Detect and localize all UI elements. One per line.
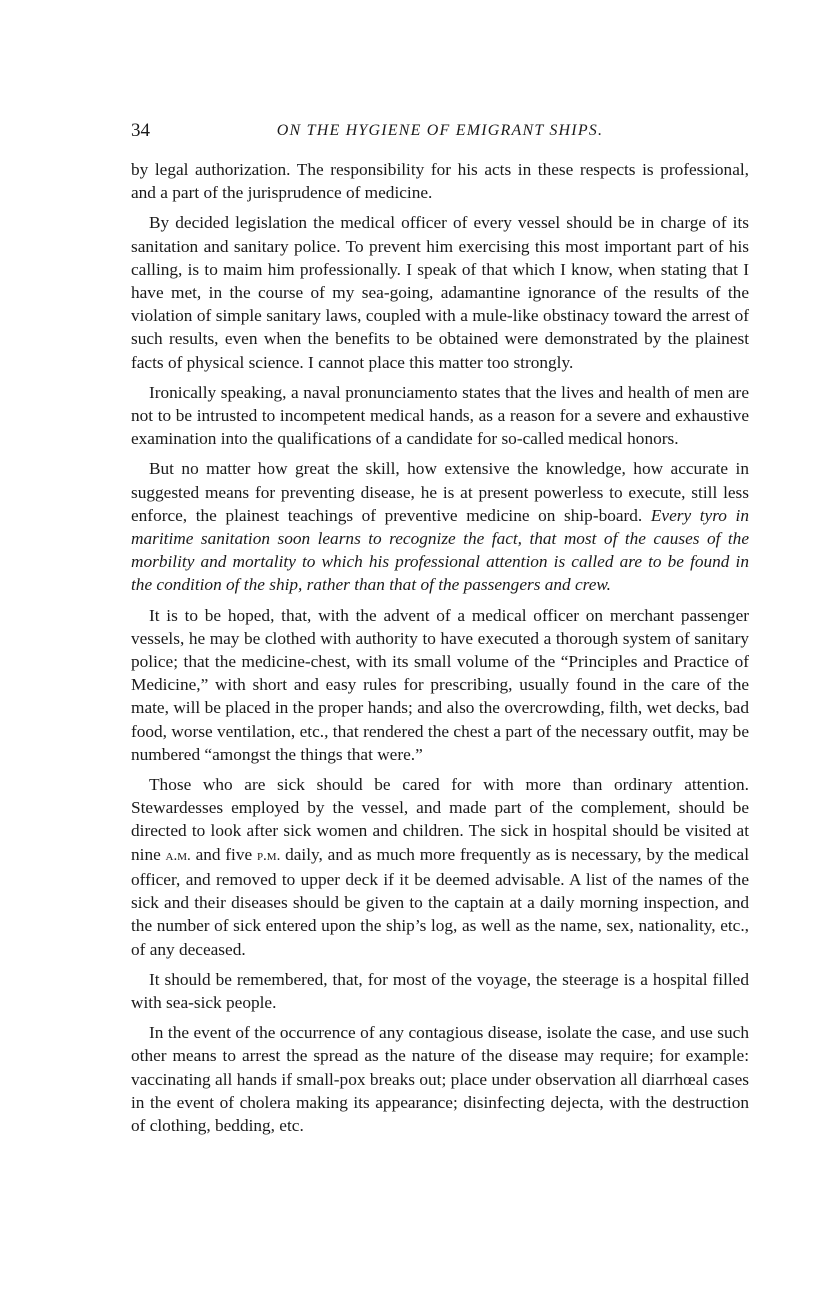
paragraph-6-text-c: daily, and as much more frequently as is necessary, by the medical officer, and removed to upper deck if it be deemed advisable. A list of the names of the sick and their diseases should be given to the captain at a daily morning inspection, and the number of sick entered upon the ship’s log, as well as the name, sex, nationality, etc., of any deceased.: [131, 844, 750, 959]
paragraph-4-plain-text: But no matter how great the skill, how extensive the knowledge, how accurate in suggested means for preventing disease, he is at present powerless to execute, still less enforce, the plainest teachings of preventive medicine on ship-board.: [131, 459, 749, 525]
page-number: 34: [131, 120, 150, 141]
book-page: [131, 120, 749, 1144]
paragraph-5: It is to be hoped, that, with the advent of a medical officer on merchant passenger vessels, he may be clothed with authority to have executed a thorough system of sanitary police; that the medicine-chest, with its small volume of the “Principles and Practice of Medicine,” with short and easy rules for prescribing, usually found in the care of the mate, will be placed in the proper hands; and also the overcrowding, filth, wet decks, bad food, worse ventilation, etc., that rendered the chest a part of the necessary outfit, may be numbered “amongst the things that were.”: [131, 605, 749, 764]
paragraph-4-italic-text: Every tyro in maritime sanitation soon learns to recognize the fact, that most of the causes of the morbility and mortality to which his professional attention is called are to be found in the condition of the ship, rather than that of the passengers and crew.: [131, 505, 749, 595]
paragraph-2: By decided legislation the medical officer of every vessel should be in charge of its sanitation and sanitary police. To prevent him exercising this most important part of his calling, is to maim him professionally. I speak of that which I know, when stating that I have met, in the course of my sea-going, adamantine ignorance of the results of the violation of simple sanitary laws, coupled with a mule-like obstinacy toward the arrest of such results, even when the benefits to be obtained were demonstrated by the plainest facts of physical science. I cannot place this matter too strongly.: [131, 213, 749, 372]
paragraph-7: It should be remembered, that, for most of the voyage, the steerage is a hospital filled with sea-sick people.: [131, 969, 749, 1012]
paragraph-6-pm: p.m.: [256, 847, 281, 864]
paragraph-4: [131, 457, 749, 596]
paragraph-6-am: a.m.: [165, 847, 191, 864]
paragraph-8: In the event of the occurrence of any contagious disease, isolate the case, and use such other means to arrest the spread as the nature of the disease may require; for example: vaccinating all hands if small-pox breaks out; place under observation all diarrhœal cases in the event of cholera making its appearance; disinfecting dejecta, with the destruction of clothing, bedding, etc.: [131, 1023, 749, 1135]
paragraph-6-text-b: and five: [195, 844, 253, 864]
paragraph-6: [131, 773, 749, 961]
running-head: [131, 120, 749, 148]
paragraph-6-text-a: Those who are sick should be cared for with more than ordinary attention. Stewardesses employed by the vessel, and made part of the complement, should be directed to look after sick women and children. The sick in hospital should be visited at nine: [131, 775, 749, 864]
running-title: ON THE HYGIENE OF EMIGRANT SHIPS.: [276, 122, 604, 139]
paragraph-1: by legal authorization. The responsibility for his acts in these respects is professional, and a part of the jurisprudence of medicine.: [131, 160, 749, 203]
paragraph-3: Ironically speaking, a naval pronunciamento states that the lives and health of men are not to be intrusted to incompetent medical hands, as a reason for a severe and exhaustive examination into the qualifications of a candidate for so-called medical honors.: [131, 382, 749, 449]
